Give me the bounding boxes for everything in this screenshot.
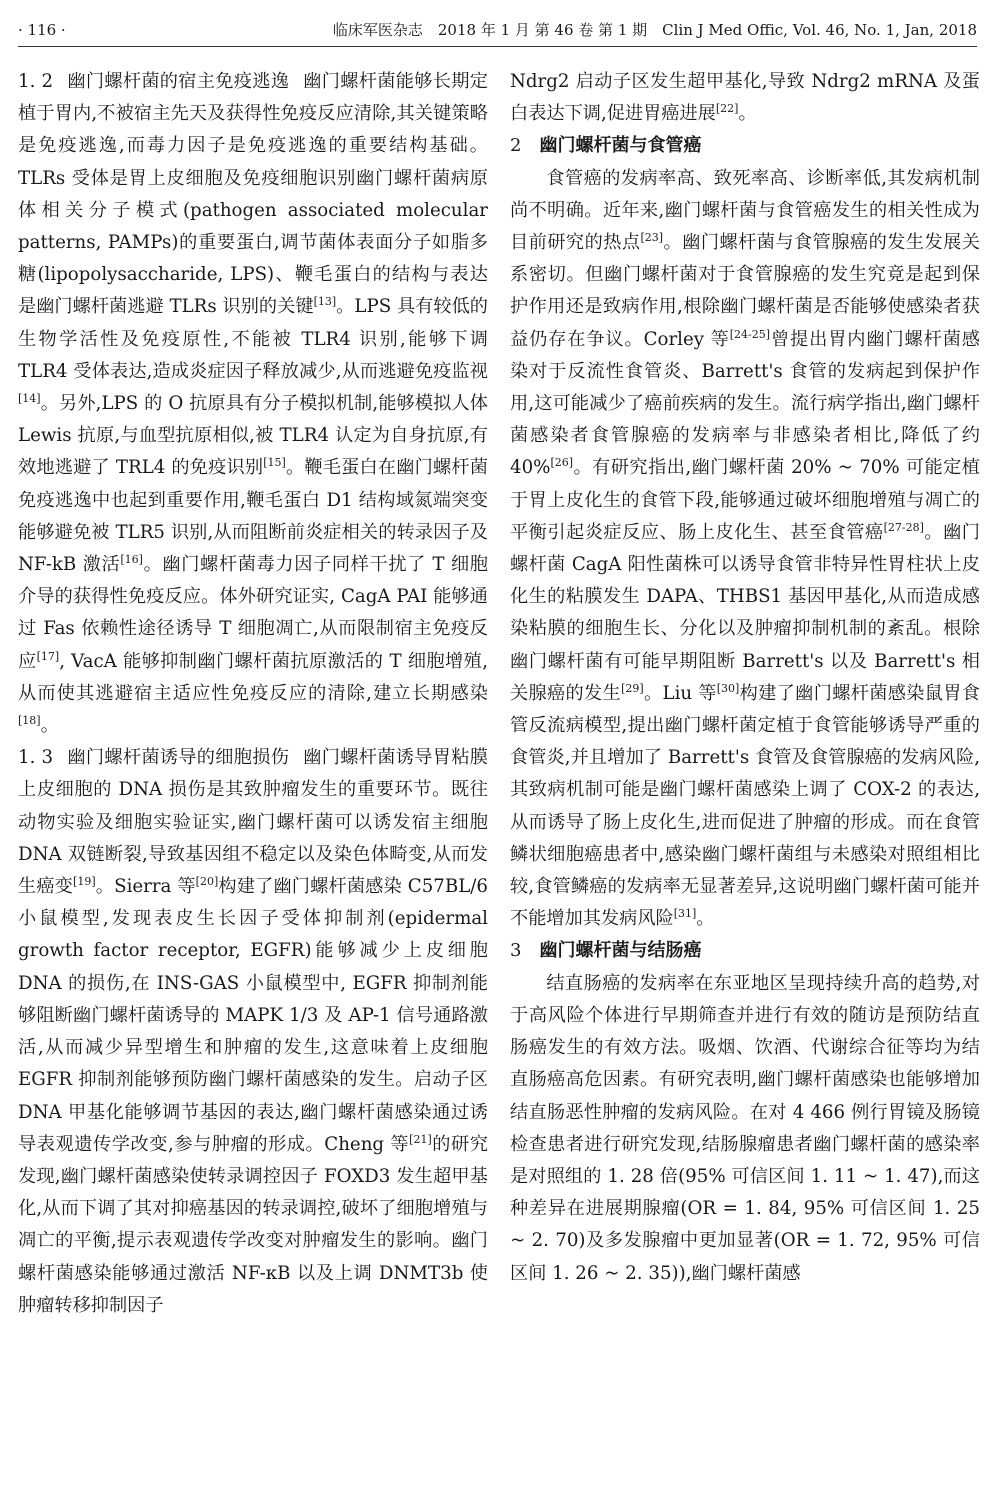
body-text: 幽门螺杆菌诱导胃粘膜上皮细胞的 DNA 损伤是其致肿瘤发生的重要环节。既往动物实验及细胞实验证实,幽门螺杆菌可以诱发宿主细胞 DNA 双链断裂,导致基因组不稳定以及染色体畸变,从而发生癌变 [18,747,488,898]
body-text: 。 [696,908,715,930]
citation-ref: [24-25] [729,327,771,341]
left-column [18,66,488,1322]
body-text: 。幽门螺杆菌 CagA 阳性菌株可以诱导食管非特异性胃柱状上皮化生的粘膜发生 DAPA、THBS1 基因甲基化,从而造成感染粘膜的细胞生长、分化以及肿瘤抑制机制的紊乱。根除幽门螺杆菌有可能早期阻断 Barrett's 以及 Barrett's 相关腺癌的发生 [510,521,980,704]
citation-ref: [15] [263,456,286,470]
section-number: 1. 3 [18,747,54,769]
section-2-paragraph [510,163,980,936]
body-text: 结直肠癌的发病率在东亚地区呈现持续升高的趋势,对于高风险个体进行早期筛查并进行有效的随访是预防结直肠癌发生的有效方法。吸烟、饮酒、代谢综合征等均为结直肠癌高危因素。有研究表明,幽门螺杆菌感染也能够增加结直肠恶性肿瘤的发病风险。在对 4 466 例行胃镜及肠镜检查患者进行研究发现,结肠腺瘤患者幽门螺杆菌的感染率是对照组的 1. 28 倍(95% 可信区间 1. 11 ~ 1. 47),而这种差异在进展期腺瘤(OR = 1. 84, 95% 可信区间 1. 25 ~ 2. 70)及多发腺瘤中更加显著(OR = 1. 72, 95% 可信区间 1. 26 ~ 2. 35)),幽门螺杆菌感 [510,972,980,1284]
citation-ref: [21] [409,1132,432,1146]
body-text: 。鞭毛蛋白在幽门螺杆菌免疫逃逸中也起到重要作用,鞭毛蛋白 D1 结构域氮端突变能够避免被 TLR5 识别,从而阻断前炎症相关的转录因子及 NF-kB 激活 [18,457,488,576]
section-2-heading [510,130,980,162]
citation-ref: [14] [18,391,41,405]
citation-ref: [26] [550,456,574,470]
section-1-2 [18,66,488,742]
section-title: 幽门螺杆菌的宿主免疫逃逸 [67,71,290,92]
citation-ref: [22] [715,102,739,116]
section-number: 2 [510,135,522,157]
section-title: 幽门螺杆菌与结肠癌 [539,940,702,962]
body-text: , VacA 能够抑制幽门螺杆菌抗原激活的 T 细胞增殖,从而使其逃避宿主适应性免疫反应的清除,建立长期感染 [18,650,488,704]
body-text: 。幽门螺杆菌与食管腺癌的发生发展关系密切。但幽门螺杆菌对于食管腺癌的发生究竟是起到保护作用还是致病作用,根除幽门螺杆菌是否能够使感染者获益仍存在争议。Corley 等 [510,232,980,350]
citation-ref: [23] [640,230,664,244]
section-3-paragraph [510,968,980,1290]
journal-citation: 临床军医杂志 2018 年 1 月 第 46 卷 第 1 期 Clin J Med Offic, Vol. 46, No. 1, Jan, 2018 [332,21,977,39]
body-text: 。LPS 具有较低的生物学活性及免疫原性,不能被 TLR4 识别,能够下调 TLR4 受体表达,造成炎症因子释放减少,从而逃避免疫监视 [18,296,488,382]
page-number: · 116 · [18,21,66,39]
citation-ref: [30] [716,681,740,695]
section-1-3 [18,742,488,1322]
body-text: 食管癌的发病率高、致死率高、诊断率低,其发病机制尚不明确。近年来,幽门螺杆菌与食管癌发生的相关性成为目前研究的热点 [510,167,980,254]
citation-ref: [31] [673,907,697,921]
continued-paragraph [510,66,980,130]
citation-ref: [29] [621,681,644,695]
body-text: 构建了幽门螺杆菌感染 C57BL/6 小鼠模型,发现表皮生长因子受体抑制剂(epidermal growth factor receptor, EGFR)能够减少上皮细胞 DNA 的损伤,在 INS-GAS 小鼠模型中, EGFR 抑制剂能够阻断幽门螺杆菌诱导的 MAPK 1/3 及 AP-1 信号通路激活,从而减少异型增生和肿瘤的发生,这意味着上皮细胞 EGFR 抑制剂能够预防幽门螺杆菌感染的发生。启动子区 DNA 甲基化能够调节基因的表达,幽门螺杆菌感染通过诱导表观遗传学改变,参与肿瘤的形成。Cheng 等 [18,876,488,1155]
section-title: 幽门螺杆菌与食管癌 [539,135,702,157]
section-3-heading [510,935,980,967]
body-text: 。幽门螺杆菌毒力因子同样干扰了 T 细胞介导的获得性免疫反应。体外研究证实, CagA PAI 能够通过 Fas 依赖性途径诱导 T 细胞凋亡,从而限制宿主免疫反应 [18,554,488,672]
citation-ref: [19] [73,875,96,889]
citation-ref: [20] [195,875,219,889]
citation-ref: [17] [36,649,60,663]
body-text: 曾提出胃内幽门螺杆菌感染对于反流性食管炎、Barrett's 食管的发病起到保护作用,这可能减少了癌前疾病的发生。流行病学指出,幽门螺杆菌感染者食管腺癌的发病率与非感染者相比,降低了约 40% [510,328,980,479]
right-column [510,66,980,1290]
citation-ref: [18] [18,714,41,727]
body-text: 。另外,LPS 的 O 抗原具有分子模拟机制,能够模拟人体 Lewis 抗原,与血型抗原相似,被 TLR4 认定为自身抗原,有效地逃避了 TRL4 的免疫识别 [18,393,488,479]
body-text: 。 [40,715,59,737]
body-text: 。 [738,103,757,125]
section-title: 幽门螺杆菌诱导的细胞损伤 [67,747,290,769]
body-text: 构建了幽门螺杆菌感染鼠胃食管反流病模型,提出幽门螺杆菌定植于食管能够诱导严重的食管炎,并且增加了 Barrett's 食管及食管腺癌的发病风险,其致病机制可能是幽门螺杆菌感染上调了 COX-2 的表达,从而诱导了肠上皮化生,进而促进了肿瘤的形成。而在食管鳞状细胞癌患者中,感染幽门螺杆菌组与未感染对照组相比较,食管鳞癌的发病率无显著差异,这说明幽门螺杆菌可能并不能增加其发病风险 [510,682,980,930]
body-text: 。Sierra 等 [95,876,196,898]
body-text: 的研究发现,幽门螺杆菌感染使转录调控因子 FOXD3 发生超甲基化,从而下调了其对抑癌基因的转录调控,破坏了细胞增殖与凋亡的平衡,提示表观遗传学改变对肿瘤发生的影响。幽门螺杆菌感染能够通过激活 NF-κB 以及上调 DNMT3b 使肿瘤转移抑制因子 [18,1133,488,1316]
body-text: 幽门螺杆菌能够长期定植于胃内,不被宿主先天及获得性免疫反应清除,其关键策略是免疫逃逸,而毒力因子是免疫逃逸的重要结构基础。TLRs 受体是胃上皮细胞及免疫细胞识别幽门螺杆菌病原体相关分子模式(pathogen associated molecular patterns, PAMPs)的重要蛋白,调节菌体表面分子如脂多糖(lipopolysaccharide, LPS)、鞭毛蛋白的结构与表达是幽门螺杆菌逃避 TLRs 识别的关键 [18,71,488,318]
citation-ref: [27-28] [883,520,924,534]
body-text: Ndrg2 启动子区发生超甲基化,导致 Ndrg2 mRNA 及蛋白表达下调,促进胃癌进展 [510,71,980,125]
section-number: 1. 2 [18,71,54,92]
section-number: 3 [510,940,522,962]
body-text: 。有研究指出,幽门螺杆菌 20% ~ 70% 可能定植于胃上皮化生的食管下段,能够通过破坏细胞增殖与凋亡的平衡引起炎症反应、肠上皮化生、甚至食管癌 [510,457,980,543]
citation-ref: [16] [120,552,143,566]
citation-ref: [13] [313,295,337,309]
running-header [18,10,977,47]
body-text: 。Liu 等 [643,682,717,704]
